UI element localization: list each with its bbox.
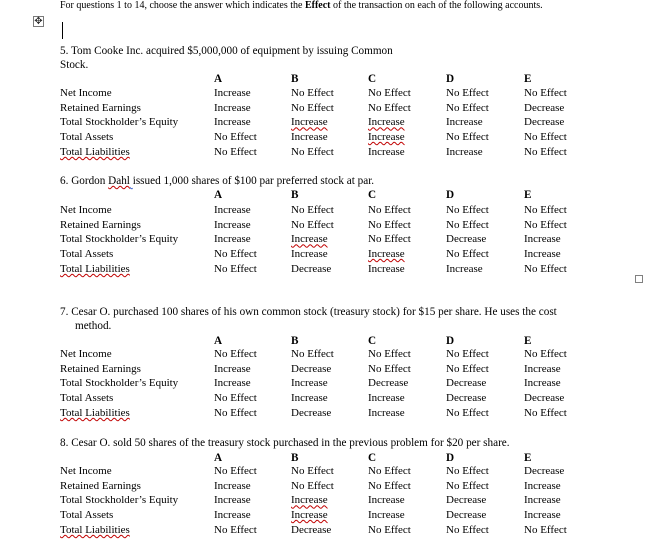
answer-cell[interactable]: No Effect <box>446 87 489 99</box>
answer-cell[interactable]: No Effect <box>291 101 334 114</box>
column-header: C <box>368 452 377 464</box>
answer-cell[interactable]: Increase <box>524 248 561 261</box>
row-label: Total Liabilities <box>60 523 130 536</box>
row-label: Total Assets <box>60 248 114 261</box>
answer-cell[interactable]: No Effect <box>368 479 411 492</box>
answer-cell[interactable]: Increase <box>524 377 561 390</box>
answer-cell[interactable]: Increase <box>214 377 251 390</box>
row-label: Total Stockholder’s Equity <box>60 233 179 246</box>
instructions-bold: Effect <box>304 0 331 11</box>
table-move-handle-icon[interactable]: ✥ <box>34 16 43 27</box>
answer-cell[interactable]: No Effect <box>214 248 257 261</box>
answer-cell[interactable]: Increase <box>291 377 328 390</box>
answer-cell[interactable]: Increase <box>524 233 561 246</box>
row-label: Total Liabilities <box>60 262 130 275</box>
answer-cell[interactable]: Increase <box>524 494 561 507</box>
answer-cell[interactable]: No Effect <box>524 348 567 360</box>
row-label: Total Assets <box>60 392 114 405</box>
answer-cell[interactable]: Increase <box>214 479 251 492</box>
row-label: Retained Earnings <box>60 362 141 375</box>
answer-cell[interactable]: No Effect <box>214 262 257 275</box>
row-label: Retained Earnings <box>60 479 141 492</box>
answer-cell[interactable]: Decrease <box>291 406 332 419</box>
answer-cell[interactable]: Increase <box>214 233 251 246</box>
row-label: Net Income <box>60 348 112 360</box>
answer-cell[interactable]: No Effect <box>446 204 489 216</box>
answer-cell[interactable]: No Effect <box>368 87 411 99</box>
answer-cell[interactable]: Increase <box>368 116 405 129</box>
answer-cell[interactable]: Increase <box>214 87 251 99</box>
question-text: Stock. <box>60 59 89 71</box>
answer-cell[interactable]: Increase <box>291 233 328 246</box>
column-header: B <box>291 189 299 201</box>
question-text: 6. Gordon Dahl issued 1,000 shares of $100 par preferred stock at par. <box>60 175 375 187</box>
answer-cell[interactable]: No Effect <box>214 145 257 158</box>
question-text: 8. Cesar O. sold 50 shares of the treasury stock purchased in the previous problem for $20 per share. <box>60 437 510 449</box>
answer-cell[interactable]: Increase <box>524 362 561 375</box>
column-header: B <box>291 335 299 347</box>
answer-cell[interactable]: Decrease <box>446 377 487 390</box>
answer-cell[interactable]: Increase <box>368 248 405 261</box>
answer-cell[interactable]: Increase <box>368 509 405 522</box>
answer-cell[interactable]: No Effect <box>368 204 411 216</box>
table-resize-box-icon[interactable] <box>635 275 643 283</box>
answer-cell[interactable]: No Effect <box>214 131 257 144</box>
answer-cell[interactable]: Increase <box>214 494 251 507</box>
answer-cell[interactable]: No Effect <box>446 523 489 536</box>
answer-cell[interactable]: No Effect <box>524 145 567 158</box>
row-label: Retained Earnings <box>60 218 141 231</box>
column-header: A <box>214 189 223 201</box>
answer-cell[interactable]: Increase <box>291 509 328 522</box>
column-header: A <box>214 335 223 347</box>
answer-cell[interactable]: No Effect <box>291 145 334 158</box>
row-label: Net Income <box>60 204 112 216</box>
column-header: E <box>524 73 532 85</box>
column-header: E <box>524 189 532 201</box>
column-header: A <box>214 73 223 85</box>
row-label: Total Liabilities <box>60 145 130 158</box>
answer-cell[interactable]: No Effect <box>446 218 489 231</box>
answer-cell[interactable]: Increase <box>214 101 251 114</box>
answer-cell[interactable]: No Effect <box>524 523 567 536</box>
column-header: C <box>368 73 377 85</box>
answer-cell[interactable]: Decrease <box>524 392 565 405</box>
column-header: B <box>291 452 299 464</box>
answer-cell[interactable]: Increase <box>214 218 251 231</box>
column-header: B <box>291 73 299 85</box>
answer-cell[interactable]: Increase <box>214 116 251 129</box>
column-header: D <box>446 73 455 85</box>
answer-cell[interactable]: No Effect <box>446 348 489 360</box>
column-header: D <box>446 335 455 347</box>
answer-cell[interactable]: No Effect <box>446 101 489 114</box>
answer-cell[interactable]: No Effect <box>291 348 334 360</box>
answer-cell[interactable]: Increase <box>291 116 328 129</box>
answer-cell[interactable]: No Effect <box>291 218 334 231</box>
row-label: Total Stockholder’s Equity <box>60 116 179 129</box>
answer-cell[interactable]: No Effect <box>524 204 567 216</box>
column-header: D <box>446 452 455 464</box>
answer-cell[interactable]: Increase <box>291 248 328 261</box>
answer-cell[interactable]: Increase <box>291 131 328 144</box>
question-text: method. <box>75 320 112 332</box>
answer-cell[interactable]: Increase <box>368 494 405 507</box>
instructions-text: For questions 1 to 14, choose the answer which indicates the <box>60 0 305 11</box>
column-header: E <box>524 335 532 347</box>
answer-cell[interactable]: No Effect <box>368 523 411 536</box>
answer-cell[interactable]: Decrease <box>368 377 409 390</box>
answer-cell[interactable]: Decrease <box>446 233 487 246</box>
answer-cell[interactable]: No Effect <box>368 218 411 231</box>
answer-cell[interactable]: No Effect <box>368 101 411 114</box>
answer-cell[interactable]: Increase <box>524 479 561 492</box>
answer-cell[interactable]: Decrease <box>446 509 487 522</box>
answer-cell[interactable]: No Effect <box>524 131 567 144</box>
answer-cell[interactable]: Increase <box>291 494 328 507</box>
answer-cell[interactable]: No Effect <box>214 523 257 536</box>
answer-cell[interactable]: No Effect <box>446 479 489 492</box>
answer-cell[interactable]: No Effect <box>524 87 567 99</box>
row-label: Total Liabilities <box>60 406 130 419</box>
answer-cell[interactable]: Decrease <box>524 116 565 129</box>
row-label: Total Assets <box>60 509 114 522</box>
answer-cell[interactable]: Increase <box>446 262 483 275</box>
answer-cell[interactable]: No Effect <box>446 465 489 477</box>
column-header: D <box>446 189 455 201</box>
answer-cell[interactable]: Increase <box>368 131 405 144</box>
answer-cell[interactable]: Increase <box>368 262 405 275</box>
answer-cell[interactable]: Decrease <box>291 523 332 536</box>
answer-cell[interactable]: Increase <box>214 362 251 375</box>
question-text: 7. Cesar O. purchased 100 shares of his own common stock (treasury stock) for $15 per share. He uses the cost <box>60 306 557 318</box>
answer-cell[interactable]: No Effect <box>446 406 489 419</box>
answer-cell[interactable]: No Effect <box>446 131 489 144</box>
column-header: C <box>368 189 377 201</box>
column-header: C <box>368 335 377 347</box>
answer-cell[interactable]: Decrease <box>291 262 332 275</box>
answer-cell[interactable]: No Effect <box>291 204 334 216</box>
answer-cell[interactable]: No Effect <box>368 362 411 375</box>
answer-cell[interactable]: Increase <box>214 509 251 522</box>
answer-cell[interactable]: Increase <box>446 145 483 158</box>
answer-cell[interactable]: No Effect <box>214 465 257 477</box>
answer-cell[interactable]: Increase <box>368 392 405 405</box>
answer-cell[interactable]: No Effect <box>524 406 567 419</box>
answer-cell[interactable]: No Effect <box>524 262 567 275</box>
answer-cell[interactable]: No Effect <box>291 87 334 99</box>
column-header: A <box>214 452 223 464</box>
row-label: Net Income <box>60 465 112 477</box>
answer-cell[interactable]: No Effect <box>291 465 334 477</box>
answer-cell[interactable]: Increase <box>368 145 405 158</box>
answer-cell[interactable]: Decrease <box>524 101 565 114</box>
answer-cell[interactable]: No Effect <box>368 348 411 360</box>
row-label: Total Stockholder’s Equity <box>60 494 179 507</box>
answer-cell[interactable]: No Effect <box>446 248 489 261</box>
answer-cell[interactable]: No Effect <box>214 392 257 405</box>
answer-cell[interactable]: Decrease <box>524 465 565 477</box>
answer-cell[interactable]: Decrease <box>446 494 487 507</box>
answer-cell[interactable]: No Effect <box>214 406 257 419</box>
row-label: Net Income <box>60 87 112 99</box>
answer-cell[interactable]: No Effect <box>368 465 411 477</box>
answer-cell[interactable]: No Effect <box>214 348 257 360</box>
answer-cell[interactable]: Decrease <box>446 392 487 405</box>
text-cursor <box>62 22 63 39</box>
answer-cell[interactable]: No Effect <box>524 218 567 231</box>
answer-cell[interactable]: Increase <box>524 509 561 522</box>
answer-cell[interactable]: Decrease <box>291 362 332 375</box>
instructions <box>60 0 543 11</box>
answer-cell[interactable]: No Effect <box>291 479 334 492</box>
answer-cell[interactable]: Increase <box>368 406 405 419</box>
answer-cell[interactable]: Increase <box>214 204 251 216</box>
question-text: 5. Tom Cooke Inc. acquired $5,000,000 of equipment by issuing Common <box>60 45 393 57</box>
answer-cell[interactable]: Increase <box>291 392 328 405</box>
row-label: Total Assets <box>60 131 114 144</box>
answer-cell[interactable]: No Effect <box>446 362 489 375</box>
row-label: Retained Earnings <box>60 101 141 114</box>
column-header: E <box>524 452 532 464</box>
answer-cell[interactable]: No Effect <box>368 233 411 246</box>
row-label: Total Stockholder’s Equity <box>60 377 179 390</box>
instructions-text-end: of the transaction on each of the following accounts. <box>330 0 543 11</box>
answer-cell[interactable]: Increase <box>446 116 483 129</box>
